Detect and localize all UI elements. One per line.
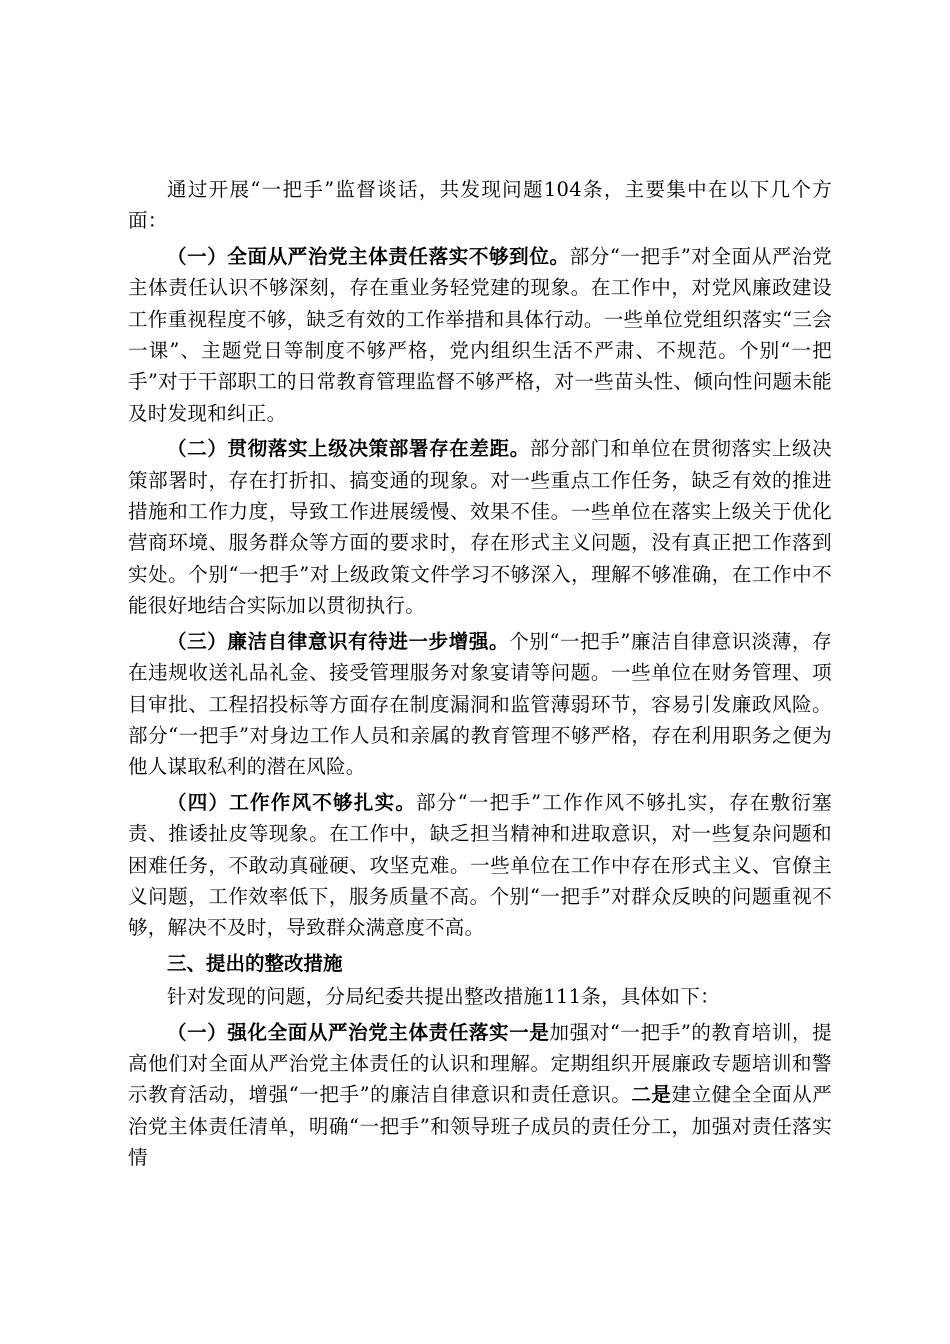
measure-marker-1: 一是 (509, 1020, 550, 1044)
problem-paragraph-3 (128, 626, 832, 783)
measure-text-1: 加强对“一把手”的教育培训，提高他们对全面从严治党主体责任的认识和理解。定期组织开展廉政专题培训和警示教育活动，增强“一把手”的廉洁自律意识和责任意识。 (128, 1020, 832, 1107)
measure-marker-2: 二是 (631, 1083, 672, 1107)
problem-title-3: （三）廉洁自律意识有待进一步增强。 (167, 629, 510, 653)
problem-paragraph-2 (128, 433, 832, 621)
problem-title-2: （二）贯彻落实上级决策部署存在差距。 (167, 437, 530, 461)
problem-title-1: （一）全面从严治党主体责任落实不够到位。 (167, 244, 570, 268)
section-heading: 三、提出的整改措施 (167, 951, 343, 975)
measure-paragraph-1 (128, 1017, 832, 1174)
problem-title-4: （四）工作作风不够扎实。 (167, 790, 417, 814)
measure-title-1: （一）强化全面从严治党主体责任落实 (167, 1020, 510, 1044)
problem-paragraph-1 (128, 241, 832, 429)
problem-body-4: 部分“一把手”工作作风不够扎实，存在敷衍塞责、推诿扯皮等现象。在工作中，缺乏担当精神和进取意识，对一些复杂问题和困难任务，不敢动真碰硬、攻坚克难。一些单位在工作中存在形式主义、官僚主义问题，工作效率低下，服务质量不高。个别“一把手”对群众反映的问题重视不够，解决不及时，导致群众满意度不高。 (128, 790, 832, 940)
document-body (128, 174, 832, 1178)
problem-body-2: 部分部门和单位在贯彻落实上级决策部署时，存在打折扣、搞变通的现象。对一些重点工作任务，缺乏有效的推进措施和工作力度，导致工作进展缓慢、效果不佳。一些单位在落实上级关于优化营商环境、服务群众等方面的要求时，存在形式主义问题，没有真正把工作落到实处。个别“一把手”对上级政策文件学习不够深入，理解不够准确，在工作中不能很好地结合实际加以贯彻执行。 (128, 437, 832, 618)
intro-paragraph: 通过开展“一把手”监督谈话，共发现问题104条，主要集中在以下几个方面： (128, 178, 832, 233)
problem-body-3: 个别“一把手”廉洁自律意识淡薄，存在违规收送礼品礼金、接受管理服务对象宴请等问题。一些单位在财务管理、项目审批、工程招投标等方面存在制度漏洞和监管薄弱环节，容易引发廉政风险。部分“一把手”对身边工作人员和亲属的教育管理不够严格，存在利用职务之便为他人谋取私利的潜在风险。 (128, 629, 832, 779)
problem-body-1: 部分“一把手”对全面从严治党主体责任认识不够深刻，存在重业务轻党建的现象。在工作中，对党风廉政建设工作重视程度不够，缺乏有效的工作举措和具体行动。一些单位党组织落实“三会一课”、主题党日等制度不够严格，党内组织生活不严肃、不规范。个别“一把手”对于干部职工的日常教育管理监督不够严格，对一些苗头性、倾向性问题未能及时发现和纠正。 (128, 244, 832, 425)
problem-paragraph-4 (128, 787, 832, 944)
section-intro-paragraph: 针对发现的问题，分局纪委共提出整改措施111条，具体如下： (167, 985, 720, 1009)
measure-text-2: 建立健全全面从严治党主体责任清单，明确“一把手”和领导班子成员的责任分工，加强对责任落实情 (128, 1083, 832, 1170)
